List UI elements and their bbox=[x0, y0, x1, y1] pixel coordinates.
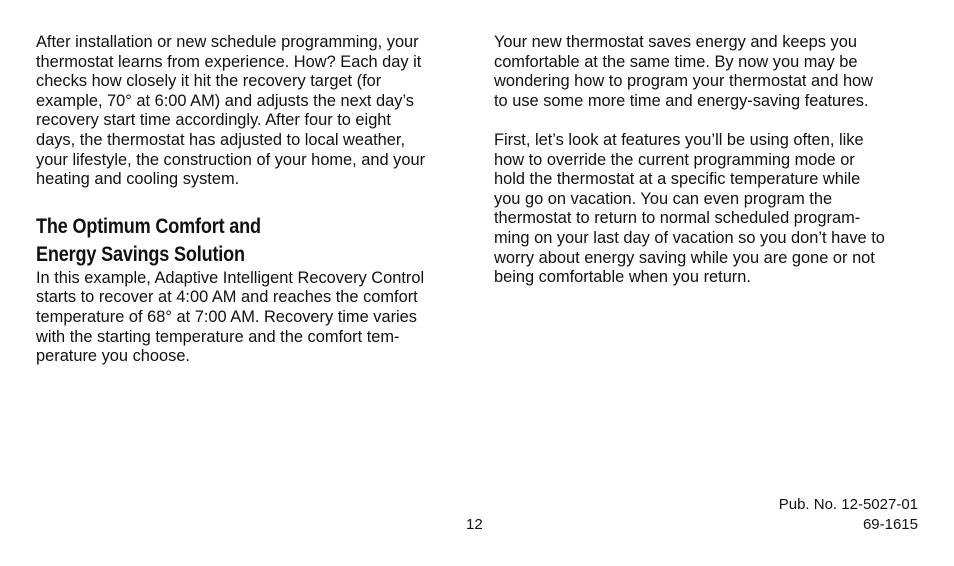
right-column bbox=[494, 33, 918, 288]
left-column bbox=[36, 33, 460, 367]
text-line: example, 70° at 6:00 AM) and adjusts the next day’s bbox=[36, 91, 415, 110]
text-line: to use some more time and energy-saving features. bbox=[494, 91, 869, 110]
text-line: hold the thermostat at a specific temperature while bbox=[494, 170, 861, 189]
example-paragraph bbox=[36, 269, 460, 367]
text-line: days, the thermostat has adjusted to local weather, bbox=[36, 130, 406, 149]
text-line: you go on vacation. You can even program the bbox=[494, 189, 833, 208]
text-line: thermostat learns from experience. How? Each day it bbox=[36, 52, 422, 71]
text-line: checks how closely it hit the recovery target (for bbox=[36, 72, 382, 91]
text-line: your lifestyle, the construction of your home, and your bbox=[36, 150, 426, 169]
text-line: how to override the current programming mode or bbox=[494, 150, 855, 169]
text-line: temperature of 68° at 7:00 AM. Recovery time varies bbox=[36, 307, 417, 326]
publication-info bbox=[779, 495, 918, 535]
text-line: starts to recover at 4:00 AM and reaches the comfort bbox=[36, 288, 418, 307]
text-line: being comfortable when you return. bbox=[494, 268, 751, 287]
text-line: ming on your last day of vacation so you don’t have to bbox=[494, 228, 885, 247]
text-line: After installation or new schedule programming, your bbox=[36, 33, 419, 51]
features-paragraph bbox=[494, 131, 918, 288]
text-line: heating and cooling system. bbox=[36, 170, 240, 189]
text-line: In this example, Adaptive Intelligent Recovery Control bbox=[36, 268, 425, 287]
text-line: worry about energy saving while you are gone or not bbox=[494, 248, 875, 267]
text-line: thermostat to return to normal scheduled program- bbox=[494, 209, 861, 228]
overview-paragraph bbox=[494, 33, 918, 111]
text-line: perature you choose. bbox=[36, 347, 190, 366]
pub-number: Pub. No. 12-5027-01 bbox=[778, 496, 918, 513]
text-line: comfortable at the same time. By now you may be bbox=[494, 52, 858, 71]
page-number: 12 bbox=[466, 516, 483, 533]
section-heading bbox=[36, 212, 392, 268]
text-line: Your new thermostat saves energy and keeps you bbox=[494, 33, 857, 51]
doc-code: 69-1615 bbox=[862, 516, 918, 533]
text-line: recovery start time accordingly. After four to eight bbox=[36, 111, 391, 130]
heading-line: Energy Savings Solution bbox=[36, 241, 245, 266]
text-line: with the starting temperature and the comfort tem- bbox=[36, 327, 400, 346]
heading-line: The Optimum Comfort and bbox=[36, 213, 261, 238]
text-line: First, let’s look at features you’ll be using often, like bbox=[494, 130, 864, 149]
paragraph-spacer bbox=[494, 111, 918, 131]
text-line: wondering how to program your thermostat and how bbox=[494, 72, 874, 91]
intro-paragraph bbox=[36, 33, 460, 190]
